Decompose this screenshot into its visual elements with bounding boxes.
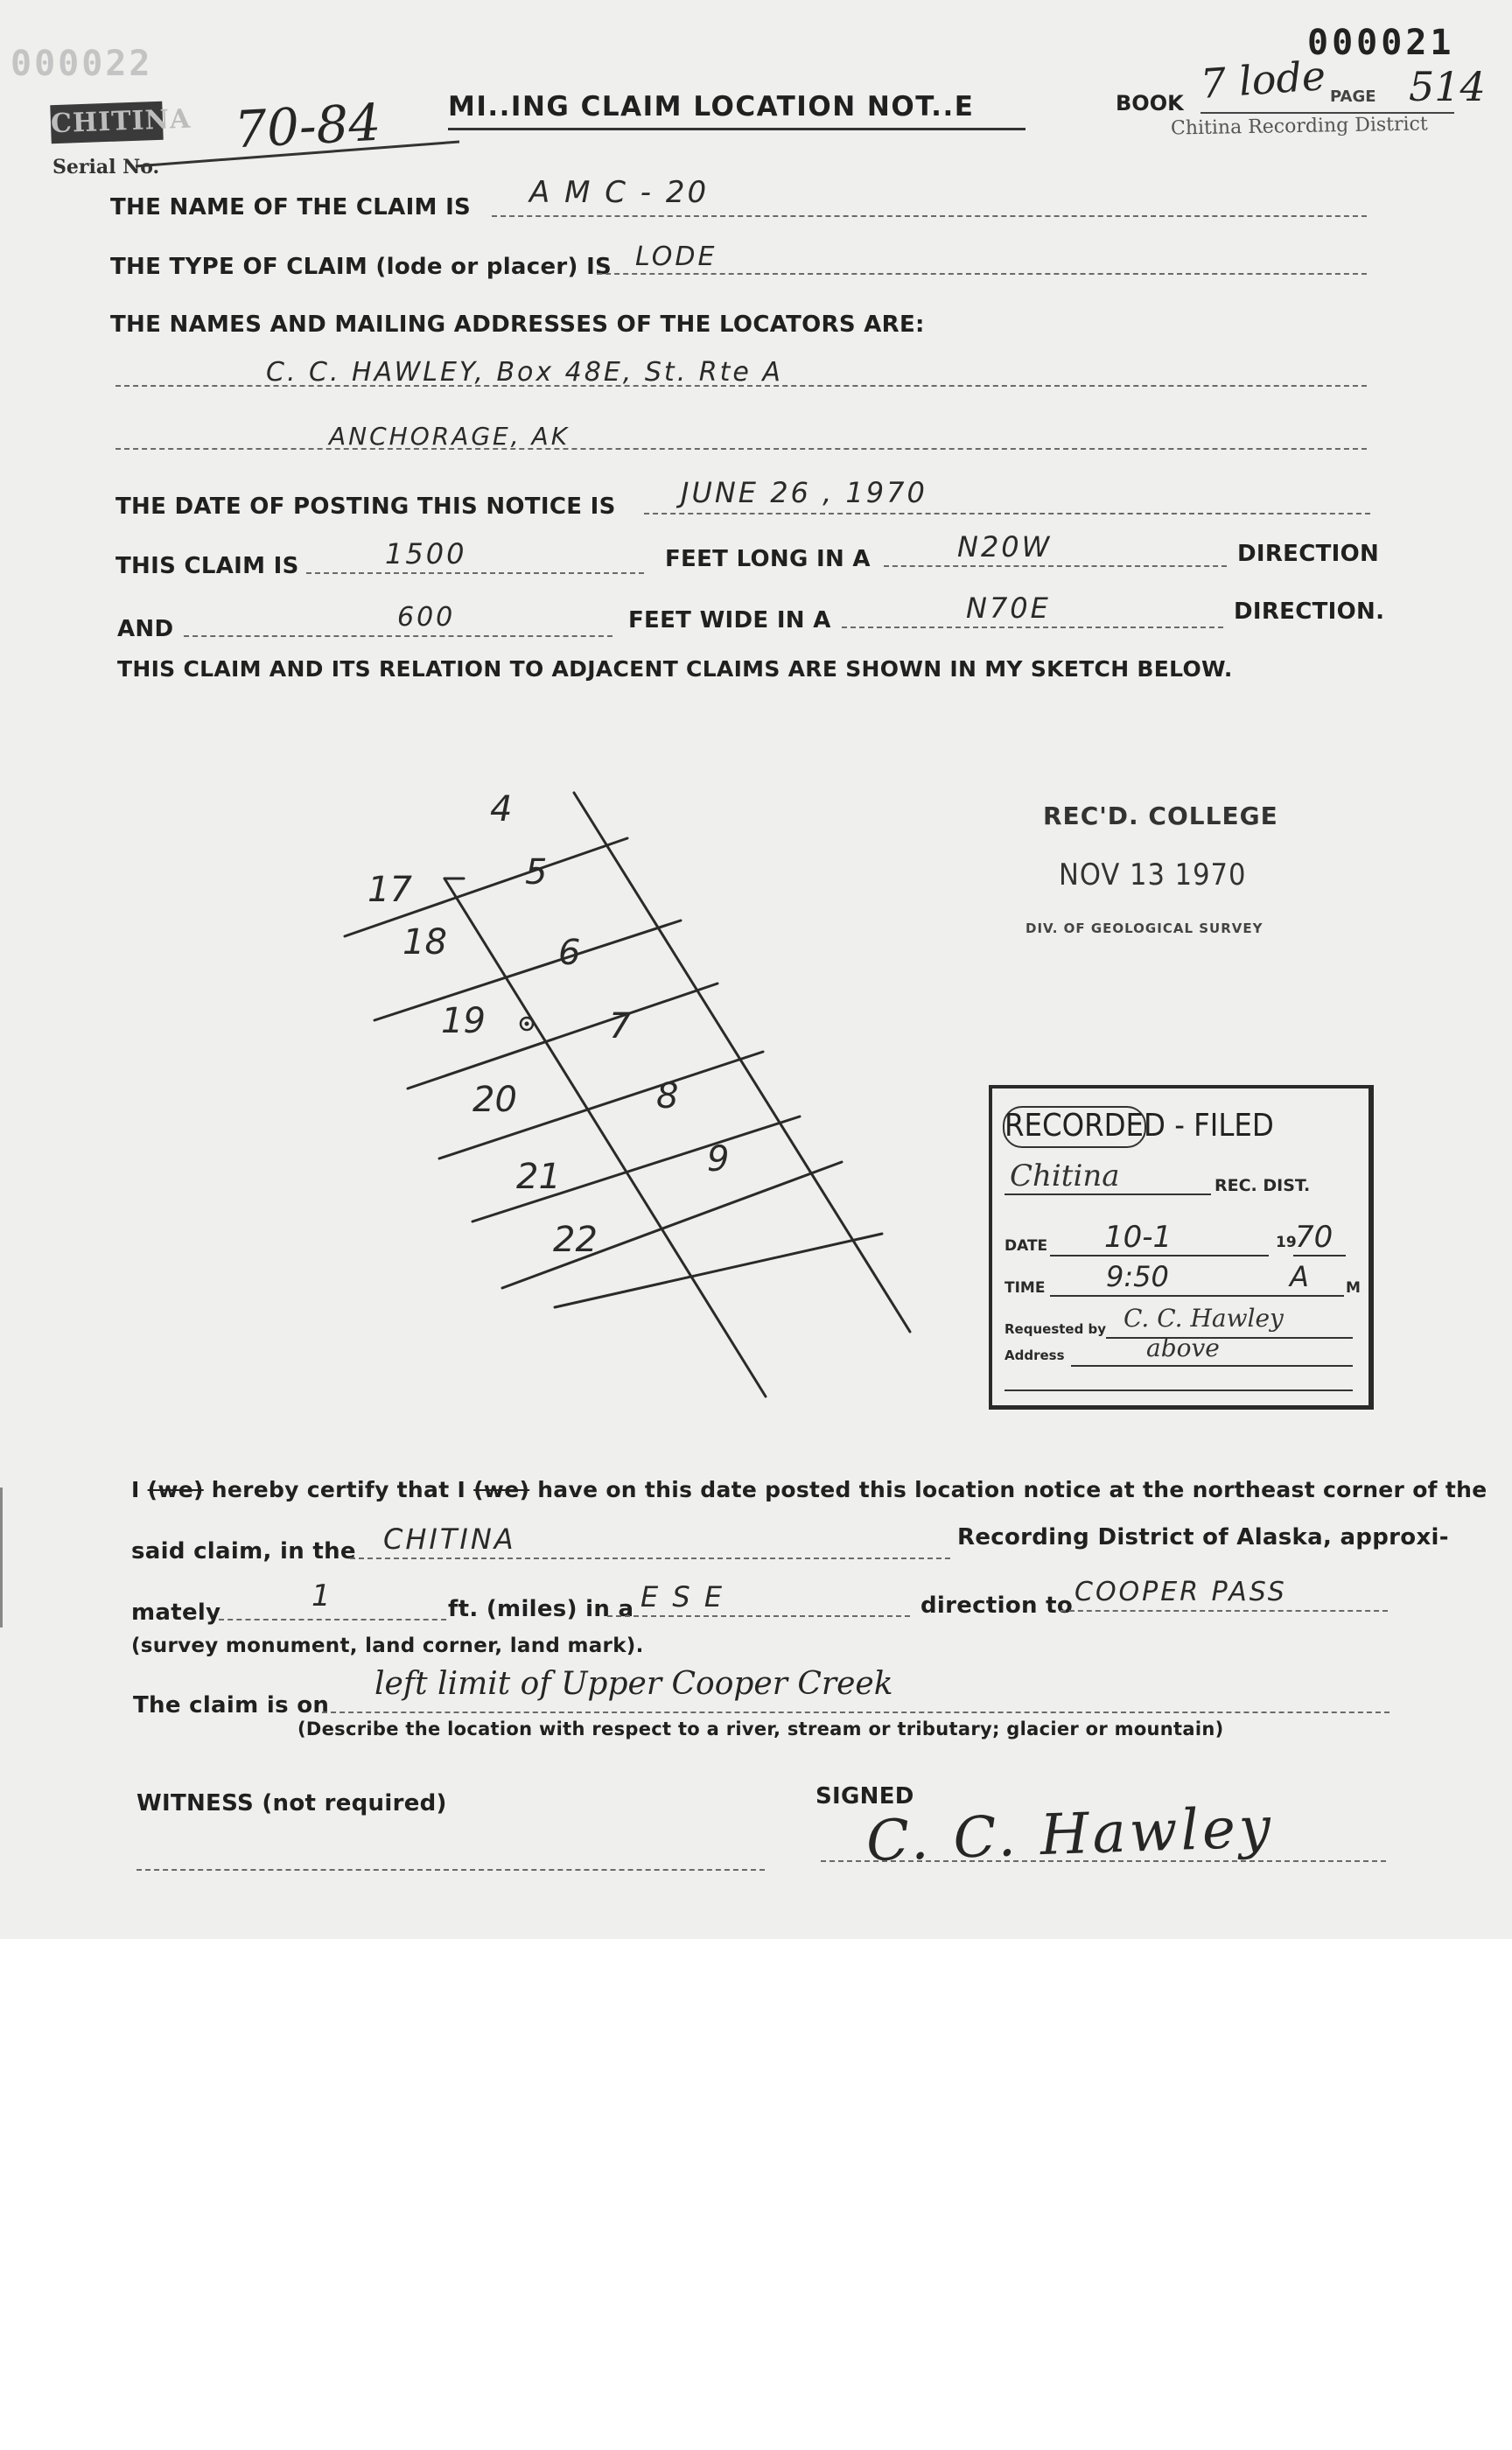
recorded-time-value: 9:50 — [1106, 1260, 1169, 1293]
cert-landmark-note: (survey monument, land corner, land mark). — [131, 1634, 644, 1657]
recorded-address-value: above — [1146, 1334, 1220, 1362]
claim-label-19: 19 — [441, 1001, 486, 1041]
long-value-line — [306, 572, 644, 574]
wide-mid-label: FEET WIDE IN A — [628, 607, 831, 634]
recorded-address-line — [1071, 1365, 1353, 1367]
sketch-label: THIS CLAIM AND ITS RELATION TO ADJACENT CLAIMS ARE SHOWN IN MY SKETCH BELOW. — [117, 656, 1233, 682]
claim-label-20: 20 — [472, 1080, 517, 1120]
long-mid-label: FEET LONG IN A — [665, 546, 871, 572]
claim-label-18: 18 — [402, 922, 447, 962]
cert-line1 — [131, 1477, 1487, 1502]
cert-distance-units: ft. (miles) in a — [448, 1596, 634, 1622]
sketch-corner-dot — [525, 1022, 529, 1026]
faded-doc-number: 000022 — [10, 44, 153, 84]
claim-label-9: 9 — [707, 1139, 730, 1180]
recorded-extra-line — [1004, 1390, 1353, 1391]
long-label: THIS CLAIM IS — [116, 553, 299, 579]
recorded-date-value: 10-1 — [1104, 1220, 1172, 1255]
recorded-time-line — [1050, 1295, 1344, 1297]
received-stamp-line3: DIV. OF GEOLOGICAL SURVEY — [1026, 920, 1264, 936]
cert-district-value: CHITINA — [383, 1522, 516, 1556]
long-dir-line — [884, 565, 1227, 567]
title-underline — [448, 128, 1026, 130]
book-label: BOOK — [1116, 91, 1184, 116]
wide-value: 600 — [397, 602, 456, 633]
recorded-year-prefix: 19 — [1276, 1234, 1297, 1251]
wide-value-line — [184, 635, 612, 637]
cert-c: have on this date posted this location notice at the northeast corner of the — [537, 1477, 1488, 1502]
recorded-requested-line — [1106, 1337, 1353, 1339]
recorded-district-value: Chitina — [1010, 1158, 1120, 1194]
page-label: PAGE — [1330, 88, 1376, 106]
posting-date-value: JUNE 26 , 1970 — [681, 476, 928, 509]
claim-label-8: 8 — [656, 1076, 679, 1116]
recorded-district-line — [1004, 1194, 1211, 1195]
sketch-divider-7 — [555, 1234, 882, 1307]
cert-district-prefix: said claim, in the — [131, 1538, 356, 1564]
locator-line2-value: ANCHORAGE, AK — [329, 422, 570, 451]
cert-distance-prefix: mately — [131, 1600, 221, 1626]
claim-label-7: 7 — [609, 1006, 632, 1046]
signed-value: C. C. Hawley — [864, 1795, 1276, 1875]
wide-dir-line — [842, 626, 1223, 628]
posting-date-label: THE DATE OF POSTING THIS NOTICE IS — [116, 494, 616, 520]
cert-location-line — [322, 1712, 1390, 1713]
recorded-requested-label: Requested by — [1004, 1321, 1107, 1337]
recorded-time-label: TIME — [1004, 1279, 1046, 1297]
sketch-center-line — [444, 878, 766, 1396]
claim-type-value: LODE — [635, 242, 718, 272]
recorded-stamp-title: RECORDED - FILED — [1004, 1108, 1274, 1144]
claim-label-17: 17 — [368, 870, 412, 910]
cert-distance-dir-line — [607, 1615, 910, 1617]
scan-edge-left — [0, 1488, 3, 1628]
recorded-stamp-box — [989, 1085, 1374, 1410]
locator-line2 — [116, 448, 1367, 450]
cert-distance-dir: E S E — [640, 1580, 725, 1614]
serial-stamp-text: CHITINA — [50, 103, 192, 140]
witness-line — [136, 1869, 765, 1871]
cert-landmark: COOPER PASS — [1074, 1577, 1287, 1607]
locator-line1-value: C. C. HAWLEY, Box 48E, St. Rte A — [266, 357, 783, 388]
page-value: 514 — [1409, 63, 1486, 110]
claim-label-4: 4 — [490, 789, 513, 830]
cert-direction-to: direction to — [920, 1592, 1074, 1619]
doc-number: 000021 — [1307, 23, 1455, 63]
recorded-m-label: M — [1346, 1279, 1361, 1297]
cert-b: hereby certify that I — [211, 1477, 466, 1502]
cert-district-suffix: Recording District of Alaska, approxi- — [957, 1524, 1449, 1550]
book-value: 7 lode — [1199, 52, 1327, 108]
claim-name-line — [492, 215, 1367, 217]
recorded-requested-value: C. C. Hawley — [1124, 1304, 1284, 1333]
long-dir-value: N20W — [957, 530, 1053, 564]
claims-sketch — [332, 770, 928, 1418]
locators-label: THE NAMES AND MAILING ADDRESSES OF THE LOCATORS ARE: — [110, 312, 925, 338]
direction-label: DIRECTION — [1237, 541, 1380, 567]
cert-a: I — [131, 1477, 140, 1502]
direction-label2: DIRECTION. — [1234, 598, 1385, 625]
cert-location-note: (Describe the location with respect to a river, stream or tributary; glacier or mountain) — [298, 1718, 1224, 1740]
cert-district-line — [350, 1558, 950, 1559]
district-stamp: Chitina Recording District — [1170, 113, 1428, 140]
wide-label: AND — [117, 616, 174, 642]
recorded-date-line — [1050, 1255, 1269, 1256]
posting-date-line — [644, 513, 1370, 514]
cert-we2: (we) — [473, 1477, 530, 1502]
serial-label: Serial No. — [52, 156, 160, 178]
received-stamp-line1: REC'D. COLLEGE — [1043, 802, 1278, 830]
claim-type-label: THE TYPE OF CLAIM (lode or placer) IS — [110, 254, 612, 280]
recorded-district-label: REC. DIST. — [1214, 1176, 1311, 1195]
sketch-right-boundary — [574, 793, 910, 1332]
long-value: 1500 — [385, 537, 467, 570]
claim-type-line — [597, 273, 1367, 275]
cert-location-value: left limit of Upper Cooper Creek — [374, 1666, 893, 1702]
cert-landmark-line — [1060, 1610, 1388, 1612]
claim-label-21: 21 — [516, 1157, 561, 1197]
recorded-date-label: DATE — [1004, 1237, 1048, 1255]
cert-distance-value: 1 — [312, 1578, 333, 1614]
claim-label-6: 6 — [558, 933, 581, 973]
notice-title: MI..ING CLAIM LOCATION NOT..E — [448, 91, 975, 122]
claim-label-5: 5 — [525, 852, 548, 892]
signed-label: SIGNED — [816, 1783, 914, 1810]
claim-label-22: 22 — [553, 1220, 598, 1260]
serial-underline — [131, 131, 464, 175]
recorded-ampm-value: A — [1290, 1260, 1309, 1293]
recorded-year-line — [1293, 1255, 1346, 1256]
serial-number: 70-84 — [233, 92, 382, 160]
witness-label: WITNESS (not required) — [136, 1790, 447, 1816]
claim-name-label: THE NAME OF THE CLAIM IS — [110, 194, 472, 220]
recorded-year-value: 70 — [1295, 1220, 1334, 1255]
cert-distance-line — [219, 1619, 446, 1620]
cert-we1: (we) — [147, 1477, 204, 1502]
wide-dir-value: N70E — [966, 592, 1051, 625]
cert-location-prefix: The claim is on — [133, 1692, 330, 1718]
claim-name-value: A M C - 20 — [529, 175, 710, 210]
received-stamp-date: NOV 13 1970 — [1059, 858, 1247, 892]
recorded-address-label: Address — [1004, 1348, 1065, 1363]
